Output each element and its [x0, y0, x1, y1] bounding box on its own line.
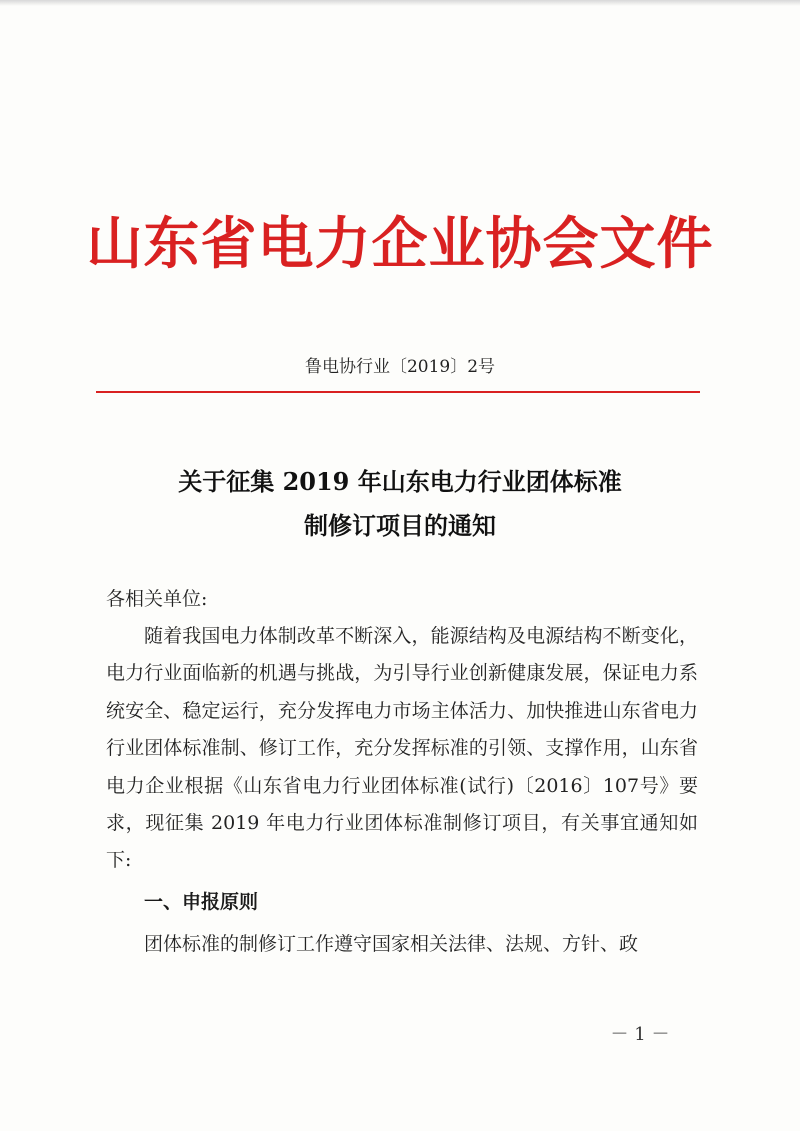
page-number: － 1 － [610, 1024, 670, 1045]
document-number: 鲁电协行业〔2019〕2号 [304, 357, 496, 377]
paragraph-intro: 随着我国电力体制改革不断深入，能源结构及电源结构不断变化，电力行业面临新的机遇与挑战，为引导行业创新健康发展，保证电力系统安全、稳定运行，充分发挥电力市场主体活力、加快推进山东省电力行业团体标准制、修订工作，充分发挥标准的引领、支撑作用，山东省电力企业根据《山东省电力行业团体标准(试行)〔2016〕107号》要求，现征集 2019 年电力行业团体标准制修订项目，有关事宜通知如下: [106, 625, 698, 872]
red-divider-line [96, 391, 700, 393]
salutation: 各相关单位: [106, 588, 208, 610]
paragraph-principles: 团体标准的制修订工作遵守国家相关法律、法规、方针、政 [144, 933, 639, 955]
notice-title [0, 460, 800, 548]
org-document-header: 山东省电力企业协会文件 [86, 211, 714, 277]
scan-edge [0, 0, 800, 6]
section-heading-principles: 一、申报原则 [144, 891, 259, 913]
notice-title-line-1: 关于征集 2019 年山东电力行业团体标准 [178, 467, 622, 496]
notice-title-line-2: 制修订项目的通知 [304, 511, 496, 540]
